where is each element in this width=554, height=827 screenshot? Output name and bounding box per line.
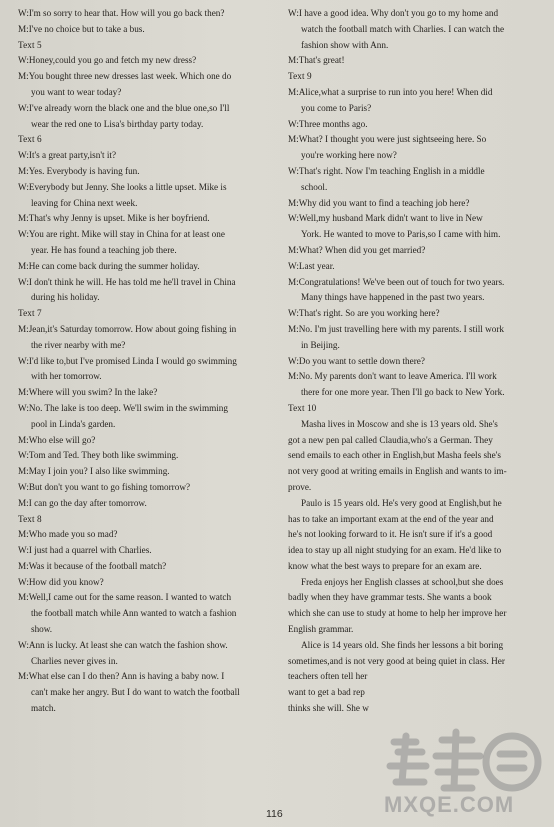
text-line: M:I've no choice but to take a bus. <box>18 23 145 34</box>
text-line: Freda enjoys her English classes at school,but she does <box>301 576 504 587</box>
text-line: W:Well,my husband Mark didn't want to live in New <box>288 213 483 224</box>
text-line: M:May I join you? I also like swimming. <box>18 466 170 477</box>
text-line: W:Three months ago. <box>288 118 368 129</box>
text-line: school. <box>301 181 328 192</box>
text-line: prove. <box>288 481 312 492</box>
text-line: W:That's right. So are you working here? <box>288 308 440 319</box>
text-line: W:You are right. Mike will stay in China for at least one <box>18 229 225 240</box>
text-line: M:I can go the day after tomorrow. <box>18 497 147 508</box>
text-line: the river nearby with me? <box>31 339 126 350</box>
text-line: M:Yes. Everybody is having fun. <box>18 165 140 176</box>
text-line: W:But don't you want to go fishing tomorrow? <box>18 481 191 492</box>
text-line: W:Honey,could you go and fetch my new dress? <box>18 55 197 66</box>
section-heading: Text 8 <box>18 513 42 524</box>
text-line: M:Jean,it's Saturday tomorrow. How about going fishing in <box>18 323 237 334</box>
text-line: the football match while Ann wanted to watch a fashion <box>31 608 237 619</box>
text-line: M:What? When did you get married? <box>288 244 426 255</box>
section-heading: Text 5 <box>18 39 42 50</box>
page-number: 116 <box>266 808 283 820</box>
text-line: M:No. I'm just travelling here with my parents. I still work <box>288 323 504 334</box>
text-line: Alice is 14 years old. She finds her lessons a bit boring <box>301 639 504 650</box>
text-line: M:Well,I came out for the same reason. I wanted to watch <box>18 592 232 603</box>
text-line: Paulo is 15 years old. He's very good at English,but he <box>301 497 502 508</box>
text-line: M:No. My parents don't want to leave America. I'll work <box>288 371 497 382</box>
text-line: teachers often tell her <box>288 671 368 682</box>
text-line: wear the red one to Lisa's birthday party today. <box>31 118 204 129</box>
text-line: Masha lives in Moscow and she is 13 years old. She's <box>301 418 498 429</box>
text-line: has to take an important exam at the end of the year and <box>288 513 494 524</box>
text-line: watch the football match with Charlies. I can watch the <box>301 23 505 34</box>
text-line: W:I have a good idea. Why don't you go to my home and <box>288 8 499 18</box>
text-line: got a new pen pal called Claudia,who's a German. They <box>288 434 493 445</box>
text-line: W:It's a great party,isn't it? <box>18 150 117 161</box>
text-line: during his holiday. <box>31 292 100 303</box>
text-line: W:I'm so sorry to hear that. How will you go back then? <box>18 8 225 18</box>
text-line: M:You bought three new dresses last week. Which one do <box>18 71 232 82</box>
text-line: M:Alice,what a surprise to run into you here! When did <box>288 86 493 97</box>
text-line: M:Congratulations! We've been out of touch for two years. <box>288 276 505 287</box>
text-line: badly when they have grammar tests. She wants a book <box>288 592 492 603</box>
text-line: M:What? I thought you were just sightseeing here. So <box>288 134 487 145</box>
text-line: send emails to each other in English,but Masha feels she's <box>288 450 501 461</box>
text-line: not very good at writing emails in English and wants to im- <box>288 466 507 477</box>
text-line: W:Everybody but Jenny. She looks a little upset. Mike is <box>18 181 227 192</box>
text-line: you come to Paris? <box>301 102 372 113</box>
text-line: W:Tom and Ted. They both like swimming. <box>18 450 179 461</box>
text-line: W:Do you want to settle down there? <box>288 355 425 366</box>
text-line: sometimes,and is not very good at being quiet in class. Her <box>288 655 505 666</box>
text-line: Many things have happened in the past two years. <box>301 292 485 303</box>
text-line: M:Where will you swim? In the lake? <box>18 387 158 398</box>
text-line: W:How did you know? <box>18 576 104 587</box>
text-line: you want to wear today? <box>31 86 122 97</box>
section-heading: Text 9 <box>288 71 312 82</box>
right-column <box>288 6 540 717</box>
text-line: W:I just had a quarrel with Charlies. <box>18 545 152 556</box>
section-heading: Text 6 <box>18 134 42 145</box>
text-line: leaving for China next week. <box>31 197 138 208</box>
text-line: M:Was it because of the football match? <box>18 560 167 571</box>
text-line: there for one more year. Then I'll go back to New York. <box>301 387 505 398</box>
text-line: idea to stay up all night studying for an exam. He'd like to <box>288 545 502 556</box>
text-line: W:Last year. <box>288 260 335 271</box>
text-line: M:Why did you want to find a teaching job here? <box>288 197 470 208</box>
text-line: M:That's why Jenny is upset. Mike is her boyfriend. <box>18 213 210 224</box>
text-line: which she can use to study at home to help her improve her <box>288 608 507 619</box>
text-line: M:Who else will go? <box>18 434 96 445</box>
text-line: pool in Linda's garden. <box>31 418 116 429</box>
text-line: with her tomorrow. <box>31 371 102 382</box>
text-line: year. He has found a teaching job there. <box>31 244 177 255</box>
text-line: you're working here now? <box>301 150 397 161</box>
text-line: W:I don't think he will. He has told me he'll travel in China <box>18 276 236 287</box>
text-line: he's not looking forward to it. He isn't sure if it's a good <box>288 529 493 540</box>
text-line: W:Ann is lucky. At least she can watch the fashion show. <box>18 639 228 650</box>
text-line: M:He can come back during the summer holiday. <box>18 260 200 271</box>
section-heading: Text 10 <box>288 402 317 413</box>
watermark-url: MXQE.COM <box>384 792 515 817</box>
text-line: W:No. The lake is too deep. We'll swim in the swimming <box>18 402 228 413</box>
text-line: fashion show with Ann. <box>301 39 389 50</box>
text-line: in Beijing. <box>301 339 340 350</box>
text-line: show. <box>31 624 53 635</box>
text-line: York. He wanted to move to Paris,so I came with him. <box>301 229 501 240</box>
section-heading: Text 7 <box>18 308 42 319</box>
text-line: M:What else can I do then? Ann is having a baby now. I <box>18 671 225 682</box>
text-line: match. <box>31 703 56 714</box>
text-line: M:That's great! <box>288 55 345 66</box>
text-line: W:I've already worn the black one and the blue one,so I'll <box>18 102 230 113</box>
text-line: W:That's right. Now I'm teaching English in a middle <box>288 165 485 176</box>
text-line: Charlies never gives in. <box>31 655 118 666</box>
text-line: M:Who made you so mad? <box>18 529 118 540</box>
text-line: English grammar. <box>288 624 354 635</box>
text-line: W:I'd like to,but I've promised Linda I would go swimming <box>18 355 237 366</box>
left-column <box>18 6 270 717</box>
text-line: thinks she will. She w <box>288 703 369 714</box>
text-line: want to get a bad rep <box>288 687 365 698</box>
text-line: can't make her angry. But I do want to watch the football <box>31 687 240 698</box>
text-line: know what the best ways to prepare for an exam are. <box>288 560 482 571</box>
